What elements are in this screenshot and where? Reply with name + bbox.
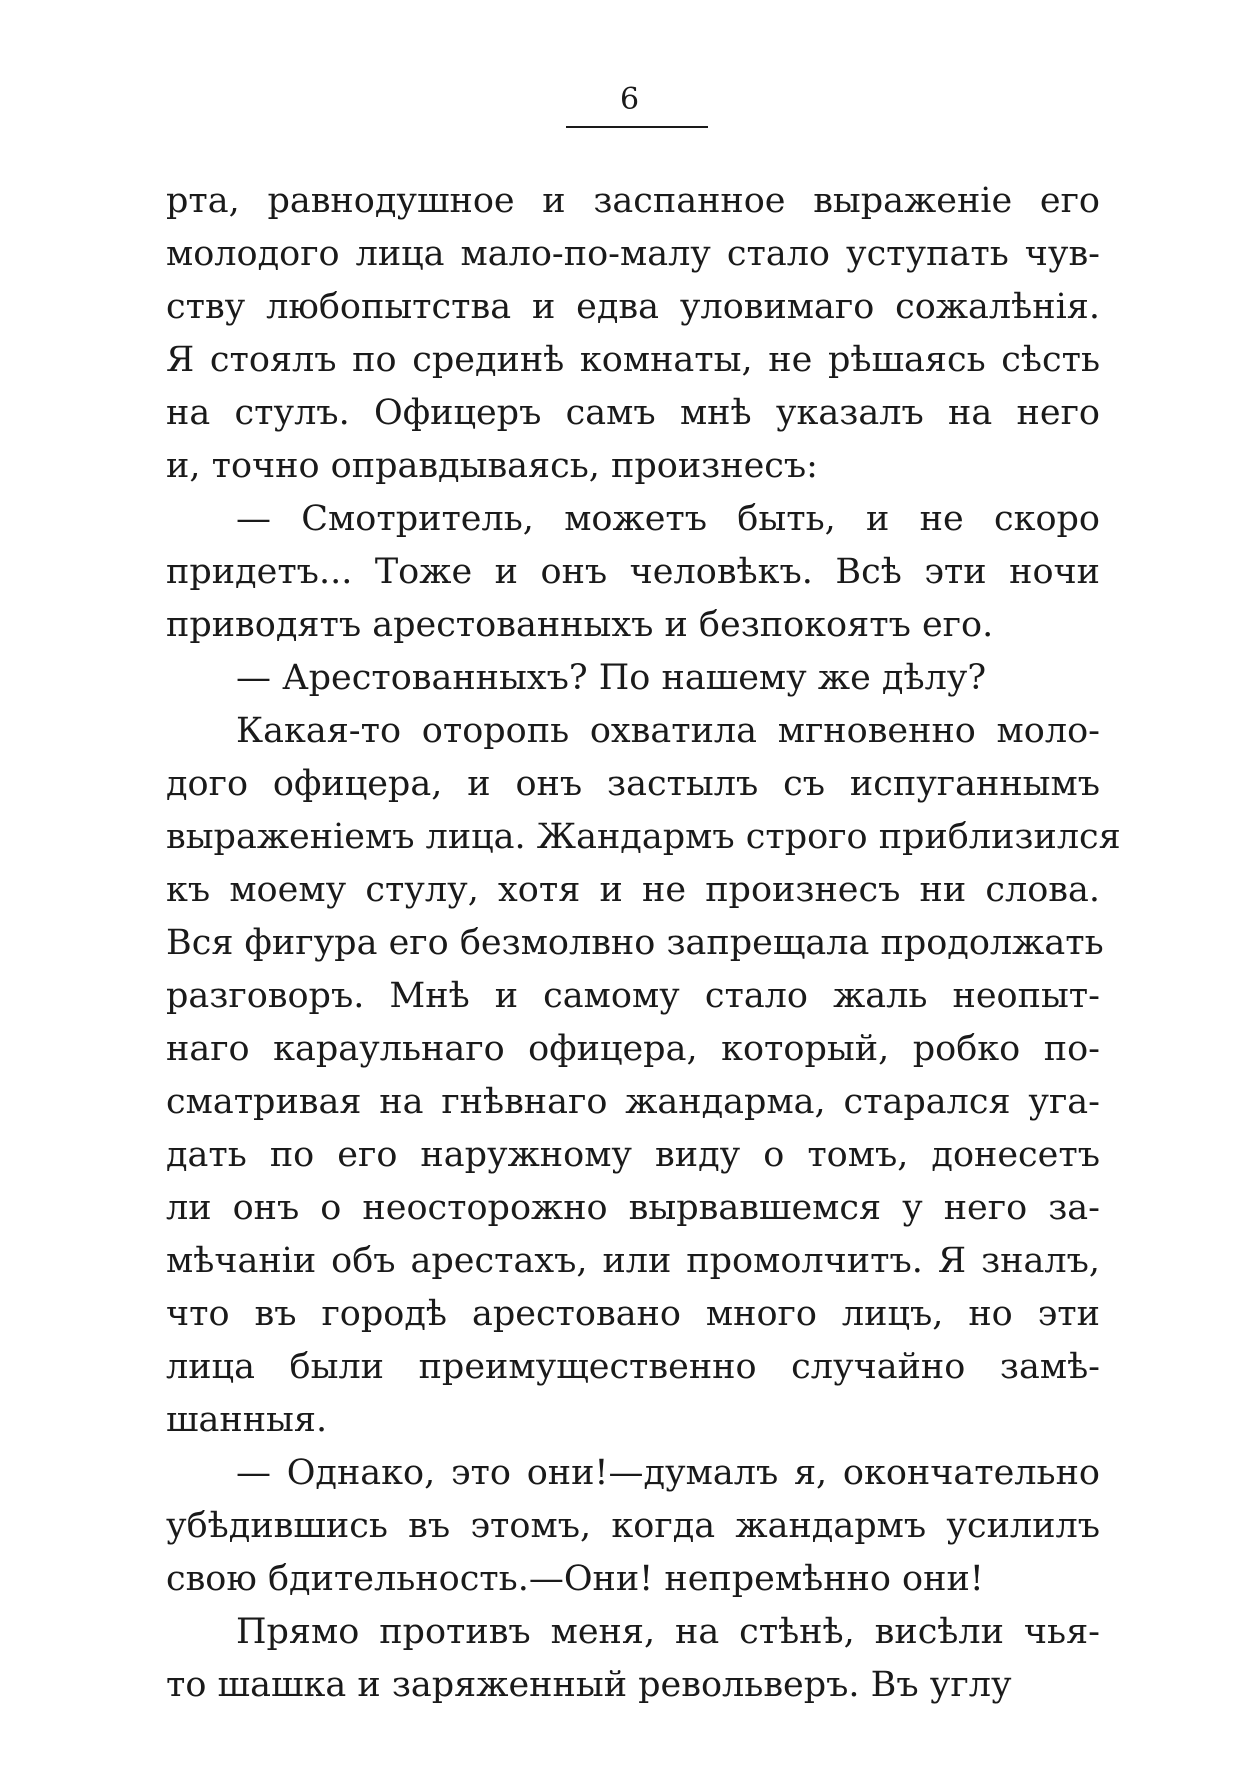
text-line: ли онъ о неосторожно вырвавшемся у него за-: [166, 1188, 1100, 1228]
text-line: лица были преимущественно случайно замѣ-: [166, 1347, 1100, 1387]
paragraph: [166, 1606, 1100, 1712]
text-line: разговоръ. Мнѣ и самому стало жаль неопыт-: [166, 976, 1100, 1016]
text-line: — Смотритель, можетъ быть, и не скоро: [236, 499, 1100, 539]
text-line: то шашка и заряженный револьверъ. Въ углу: [166, 1665, 1012, 1705]
text-line: выраженіемъ лица. Жандармъ строго приблизился: [166, 817, 1121, 857]
text-line: Я стоялъ по срединѣ комнаты, не рѣшаясь сѣсть: [166, 340, 1100, 380]
text-line: дого офицера, и онъ застылъ съ испуганнымъ: [166, 764, 1100, 804]
text-line: — Арестованныхъ? По нашему же дѣлу?: [236, 658, 987, 698]
text-line: Вся фигура его безмолвно запрещала продолжать: [166, 923, 1104, 963]
text-line: — Однако, это они!—думалъ я, окончательно: [236, 1453, 1100, 1493]
text-line: ству любопытства и едва уловимаго сожалѣнія.: [166, 287, 1100, 327]
text-line: молодого лица мало-по-малу стало уступать чув-: [166, 234, 1100, 274]
paragraph: [166, 493, 1100, 652]
text-body: [166, 175, 1121, 1712]
text-line: что въ городѣ арестовано много лицъ, но эти: [166, 1294, 1100, 1334]
paragraph: [166, 175, 1100, 493]
text-line: приводятъ арестованныхъ и безпокоятъ его.: [166, 605, 994, 645]
text-line: дать по его наружному виду о томъ, донесетъ: [166, 1135, 1100, 1175]
text-line: свою бдительность.—Они! непремѣнно они!: [166, 1559, 984, 1599]
text-line: наго караульнаго офицера, который, робко по-: [166, 1029, 1100, 1069]
page-number-rule: [566, 126, 708, 128]
text-line: Прямо противъ меня, на стѣнѣ, висѣли чья-: [236, 1612, 1100, 1652]
page-number: 6: [619, 82, 640, 117]
text-line: къ моему стулу, хотя и не произнесъ ни слова.: [166, 870, 1100, 910]
paragraph: [166, 705, 1121, 1447]
text-line: шанныя.: [166, 1400, 328, 1440]
paragraph: [166, 652, 1100, 705]
text-line: и, точно оправдываясь, произнесъ:: [166, 446, 818, 486]
text-line: мѣчаніи объ арестахъ, или промолчитъ. Я зналъ,: [166, 1241, 1100, 1281]
text-line: Какая-то оторопь охватила мгновенно моло-: [236, 711, 1100, 751]
text-line: сматривая на гнѣвнаго жандарма, старался уга-: [166, 1082, 1100, 1122]
paragraph: [166, 1447, 1100, 1606]
text-line: рта, равнодушное и заспанное выраженіе его: [166, 181, 1100, 221]
text-line: придетъ... Тоже и онъ человѣкъ. Всѣ эти ночи: [166, 552, 1100, 592]
text-line: на стулъ. Офицеръ самъ мнѣ указалъ на него: [166, 393, 1100, 433]
text-line: убѣдившись въ этомъ, когда жандармъ усилилъ: [166, 1506, 1100, 1546]
